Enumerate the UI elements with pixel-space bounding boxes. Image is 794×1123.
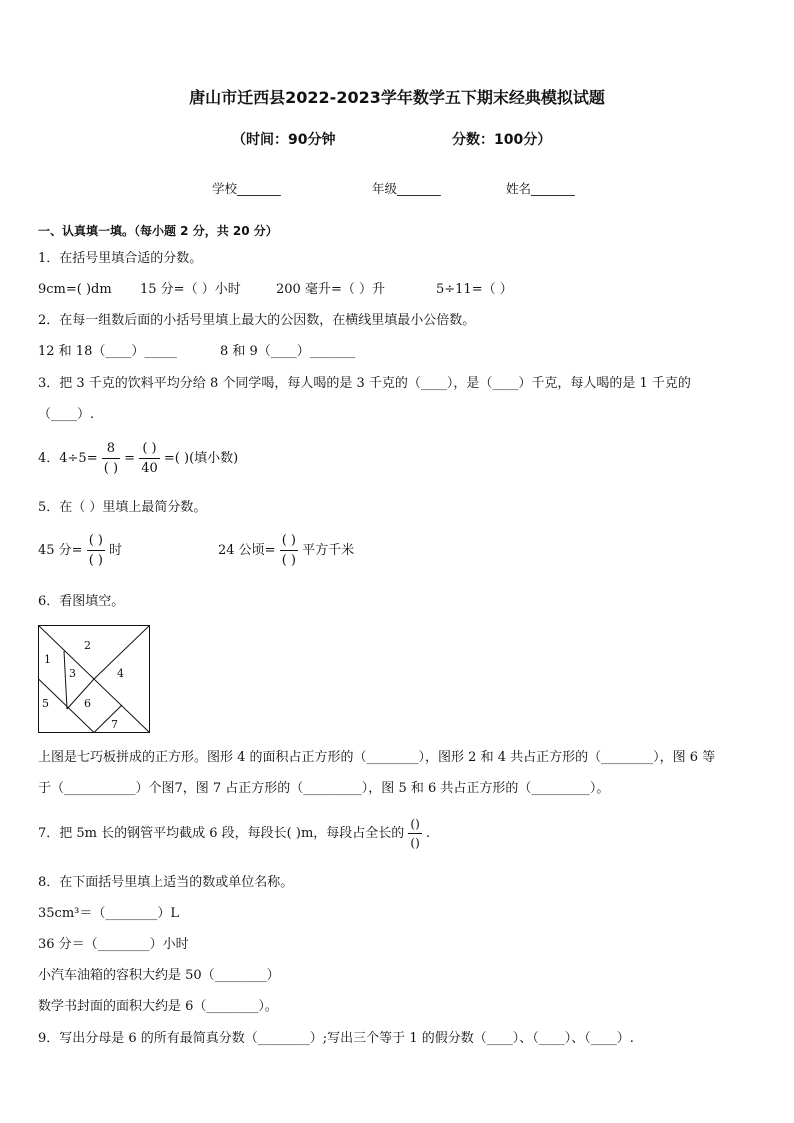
- section-heading: 一、认真填一填。（每小题 2 分，共 20 分）: [38, 224, 278, 238]
- school-field: 学校_______: [212, 181, 281, 196]
- q7-prefix: 7．把 5m 长的钢管平均截成 6 段，每段长( )m，每段占全长的: [38, 826, 405, 841]
- q5-b-numerator: ( ): [280, 534, 298, 551]
- tangram-label-2: 2: [84, 639, 91, 652]
- q4-equals: =: [124, 451, 136, 466]
- q8-text: 8．在下面括号里填上适当的数或单位名称。: [38, 875, 294, 890]
- q5-b-denominator: ( ): [281, 553, 296, 568]
- q4-f2-denominator: 40: [141, 461, 158, 476]
- q8-b: 36 分＝（________）小时: [38, 937, 189, 952]
- q5-a-fraction: [87, 534, 105, 567]
- tangram-label-7: 7: [111, 718, 118, 731]
- q4-fraction-2: [139, 442, 160, 475]
- q1-c: 200 毫升=（ ）升: [276, 282, 385, 297]
- q7-numerator: (): [408, 818, 421, 834]
- q5-a-numerator: ( ): [87, 534, 105, 551]
- page-title: 唐山市迁西县2022-2023学年数学五下期末经典模拟试题: [189, 88, 605, 107]
- q7-denominator: (): [410, 836, 420, 850]
- q9-text: 9．写出分母是 6 的所有最简真分数（________）;写出三个等于 1 的假分数（____）、（____）、（____）.: [38, 1031, 634, 1046]
- q5-b-prefix: 24 公顷=: [218, 543, 276, 558]
- name-field: 姓名_______: [506, 181, 575, 196]
- q4-prefix: 4．4÷5=: [38, 451, 98, 466]
- q3-line2: （____）.: [38, 407, 95, 422]
- q5-b-suffix: 平方千米: [302, 543, 355, 558]
- q2-text: 2．在每一组数后面的小括号里填上最大的公因数，在横线里填最小公倍数。: [38, 313, 476, 328]
- q5-a-suffix: 时: [109, 543, 123, 558]
- tangram-figure: [38, 625, 150, 733]
- q4: [38, 442, 238, 475]
- q8-d: 数学书封面的面积大约是 6（________）。: [38, 999, 278, 1014]
- tangram-label-5: 5: [42, 697, 49, 710]
- q7-fraction: [408, 818, 421, 849]
- q5-a-denominator: ( ): [88, 553, 103, 568]
- q8-c: 小汽车油箱的容积大约是 50（________）: [38, 968, 280, 983]
- q7: [38, 818, 430, 849]
- q1-b: 15 分=（ ）小时: [140, 282, 241, 297]
- q5-b: [218, 534, 354, 567]
- q5-b-fraction: [280, 534, 298, 567]
- q4-f1-numerator: 8: [102, 442, 120, 459]
- q1-d: 5÷11=（ ）: [436, 282, 513, 297]
- q2-b: 8 和 9（____）_______: [220, 344, 356, 359]
- q7-suffix: .: [425, 826, 431, 841]
- q4-suffix: =( )(填小数): [163, 451, 239, 466]
- q4-fraction-1: [102, 442, 120, 475]
- tangram-label-1: 1: [44, 653, 51, 666]
- q5-text: 5．在（ ）里填上最简分数。: [38, 500, 207, 515]
- q6-line2: 于（___________）个图7，图 7 占正方形的（_________），图 5 和 6 共占正方形的（_________）。: [38, 781, 610, 796]
- score-label: 分数：100分）: [452, 132, 552, 148]
- q5-a-prefix: 45 分=: [38, 543, 83, 558]
- q4-f2-numerator: ( ): [139, 442, 160, 459]
- tangram-line-left: [64, 651, 67, 709]
- tangram-label-3: 3: [69, 667, 76, 680]
- q3-line1: 3．把 3 千克的饮料平均分给 8 个同学喝，每人喝的是 3 千克的（____），是（____）千克，每人喝的是 1 千克的: [38, 376, 691, 391]
- grade-field: 年级_______: [372, 181, 441, 196]
- q6-line1: 上图是七巧板拼成的正方形。图形 4 的面积占正方形的（________），图形 2 和 4 共占正方形的（________），图 6 等: [38, 750, 716, 765]
- tangram-label-6: 6: [84, 697, 91, 710]
- q2-a: 12 和 18（____）_____: [38, 344, 177, 359]
- q8-a: 35cm³＝（________）L: [38, 906, 179, 921]
- q6-text: 6．看图填空。: [38, 594, 125, 609]
- q1-a: 9cm=( )dm: [38, 282, 112, 297]
- q1-text: 1．在括号里填合适的分数。: [38, 251, 203, 266]
- q5-a: [38, 534, 122, 567]
- q4-f1-denominator: ( ): [103, 461, 119, 476]
- tangram-label-4: 4: [117, 667, 124, 680]
- time-label: （时间：90分钟: [232, 132, 336, 148]
